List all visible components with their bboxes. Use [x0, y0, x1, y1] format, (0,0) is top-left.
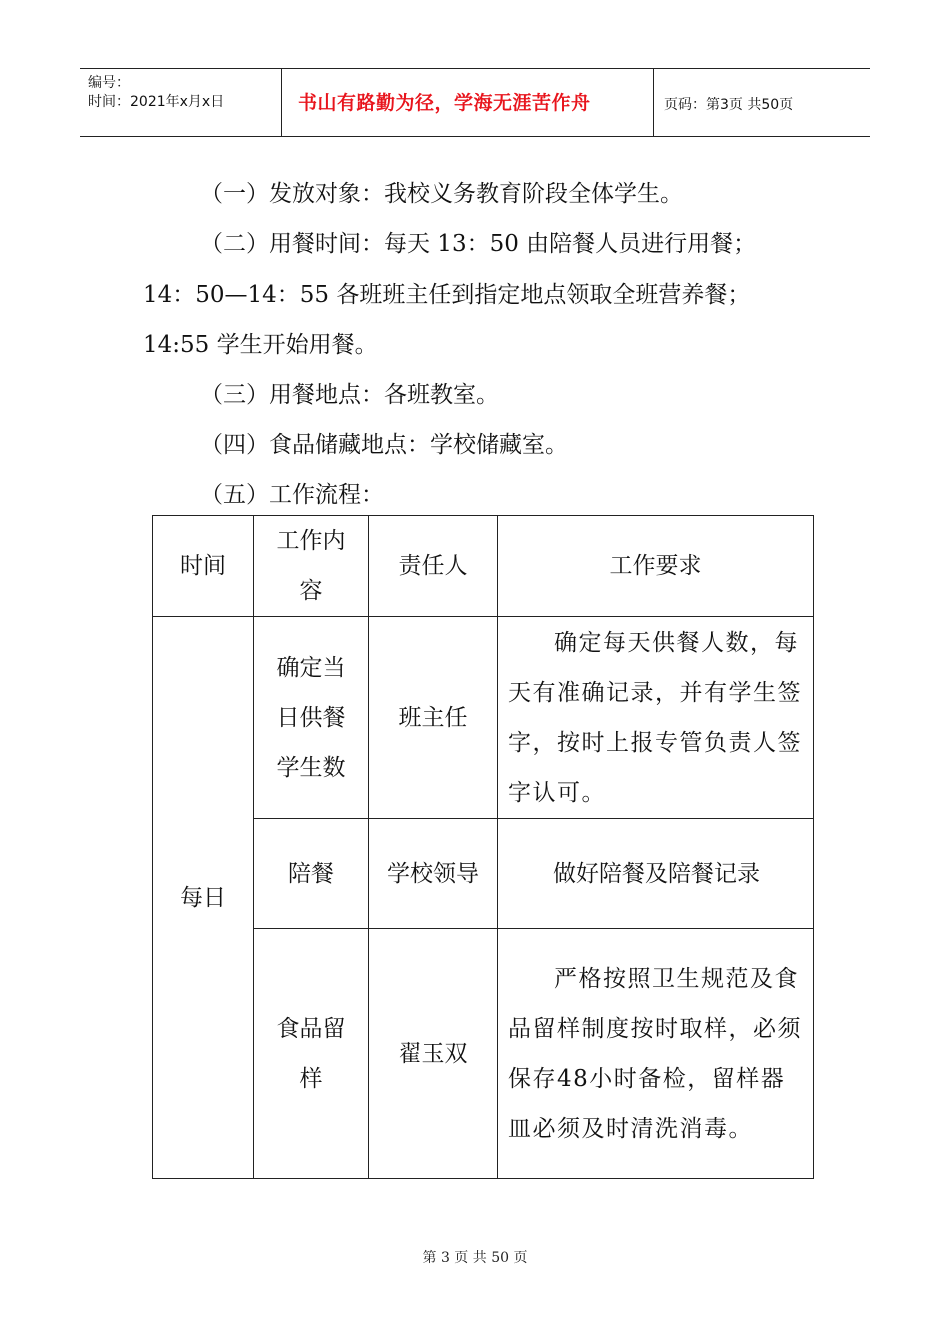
header-content: [254, 516, 369, 617]
requirement-cell: [498, 617, 814, 819]
header-time: 时间: [153, 516, 254, 617]
header-person: 责任人: [369, 516, 498, 617]
requirement-text: 确定每天供餐人数，每天有准确记录，并有学生签字，按时上报专管负责人签字认可。: [508, 629, 802, 806]
paragraph-time: （二）用餐时间：每天 13：50 由陪餐人员进行用餐；: [200, 231, 757, 257]
requirement-text: 严格按照卫生规范及食品留样制度按时取样，必须保存48小时备检，留样器皿必须及时清洗消毒。: [508, 965, 802, 1142]
header-motto: 书山有路勤为径，学海无涯苦作舟: [298, 92, 591, 114]
person-cell: 翟玉双: [369, 929, 498, 1179]
table-row: [153, 617, 814, 819]
header-content-label: 工作内容: [276, 528, 346, 604]
content-cell: 陪餐: [254, 819, 369, 929]
header-top-rule: [80, 68, 870, 69]
content-cell: [254, 929, 369, 1179]
requirement-text: 做好陪餐及陪餐记录: [553, 860, 760, 887]
requirement-cell: [498, 819, 814, 929]
date-label: 时间：2021年x月x日: [88, 94, 225, 110]
header-bottom-rule: [80, 136, 870, 137]
paragraph-location: （三）用餐地点：各班教室。: [200, 382, 499, 408]
requirement-cell: [498, 929, 814, 1179]
header-divider-left: [281, 68, 282, 136]
paragraph-time-cont-2: 14:55 学生开始用餐。: [143, 332, 378, 358]
header-divider-right: [653, 68, 654, 136]
table-header-row: [153, 516, 814, 617]
time-cell: 每日: [153, 617, 254, 1179]
person-cell: 学校领导: [369, 819, 498, 929]
header-requirement: 工作要求: [498, 516, 814, 617]
page-footer: 第 3 页 共 50 页: [422, 1250, 528, 1266]
workflow-table: [152, 515, 814, 1179]
header-page-info: 页码：第3页 共50页: [664, 97, 794, 113]
paragraph-time-cont-1: 14：50—14：55 各班班主任到指定地点领取全班营养餐；: [143, 282, 751, 308]
serial-number-label: 编号：: [88, 75, 130, 91]
content-text: 确定当日供餐学生数: [276, 654, 346, 781]
paragraph-target: （一）发放对象：我校义务教育阶段全体学生。: [200, 181, 683, 207]
paragraph-storage: （四）食品储藏地点：学校储藏室。: [200, 432, 568, 458]
paragraph-workflow: （五）工作流程：: [200, 482, 384, 508]
content-cell: [254, 617, 369, 819]
person-cell: 班主任: [369, 617, 498, 819]
content-text: 食品留样: [276, 1015, 346, 1092]
